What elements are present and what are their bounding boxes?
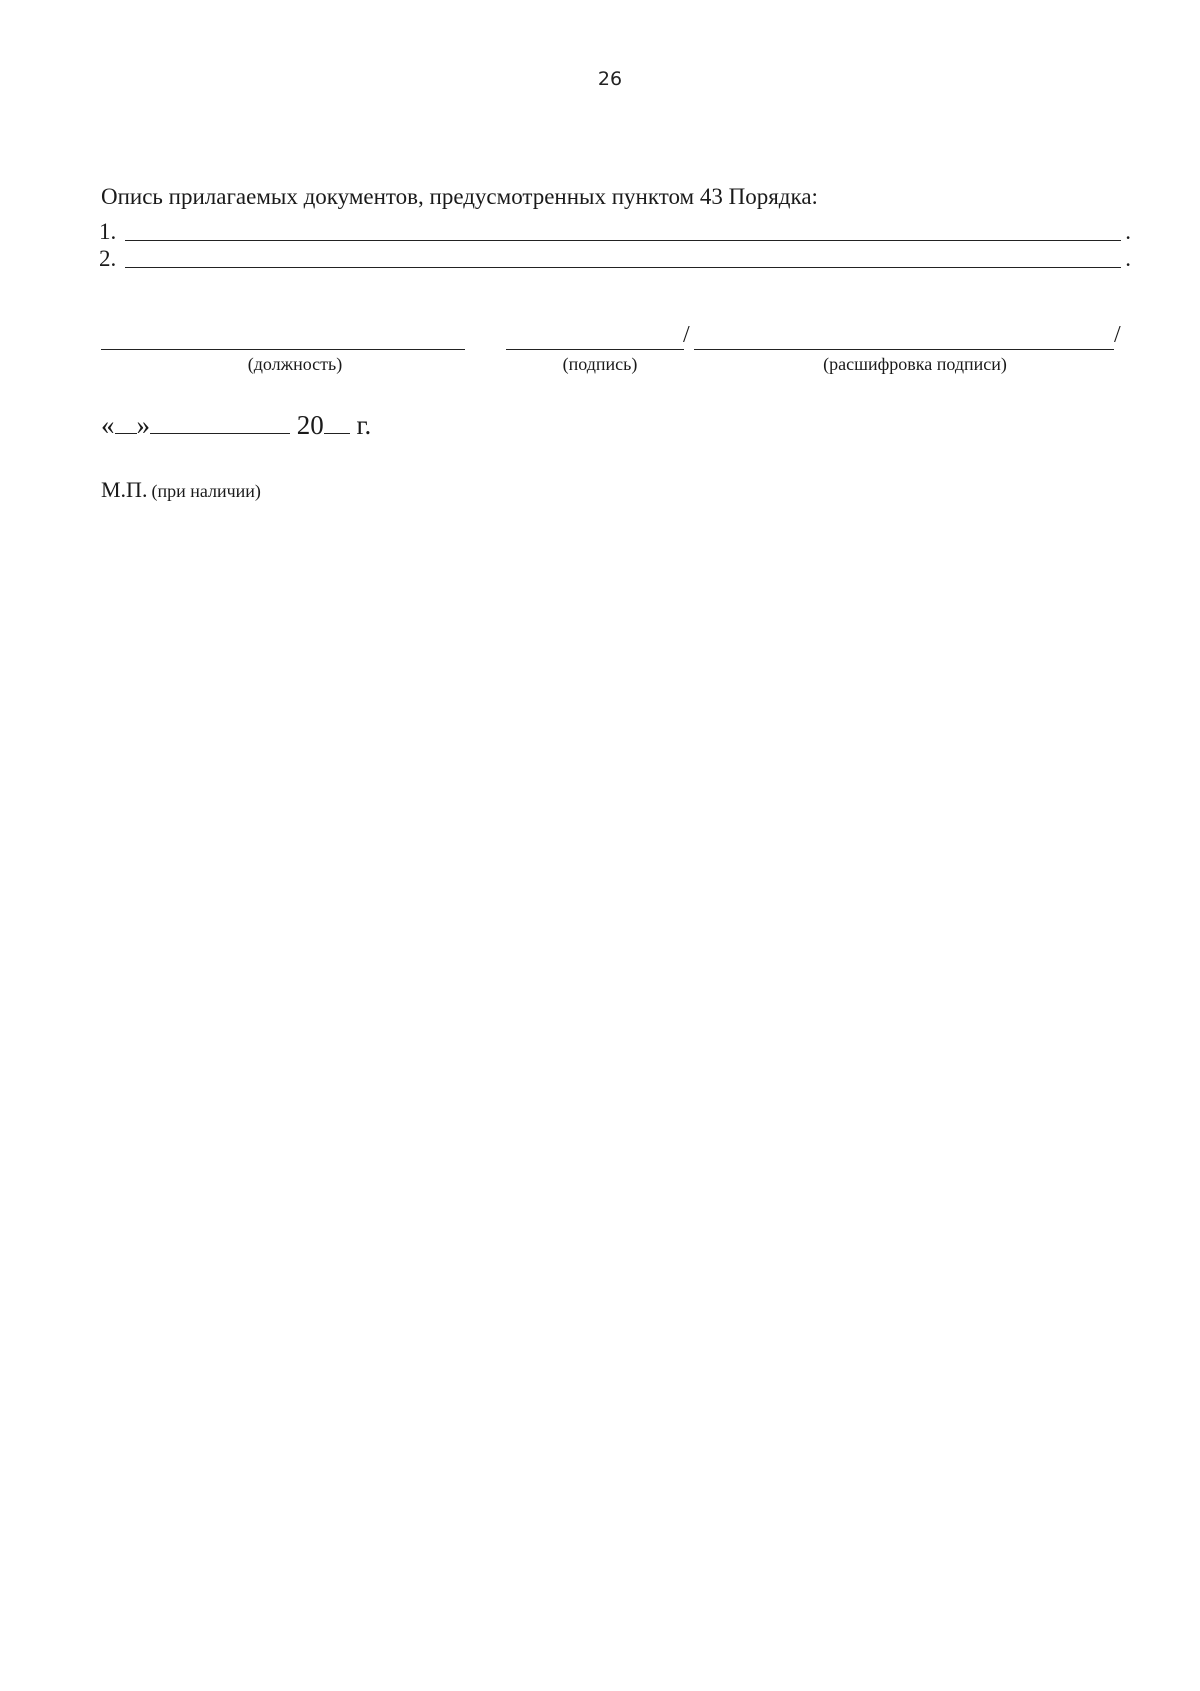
list-item-number: 2. bbox=[99, 246, 117, 271]
stamp-note: (при наличии) bbox=[151, 481, 261, 501]
stamp-label: М.П. bbox=[101, 477, 148, 502]
year-suffix: г. bbox=[356, 410, 372, 440]
signature-line bbox=[506, 349, 684, 350]
decoding-line bbox=[694, 349, 1114, 350]
day-blank bbox=[115, 415, 137, 434]
position-line bbox=[101, 349, 465, 350]
date-open-quote: « bbox=[101, 410, 115, 440]
list-item-1 bbox=[99, 219, 1131, 245]
date-close-quote: » bbox=[136, 410, 150, 440]
signature-caption: (подпись) bbox=[562, 354, 638, 374]
decoding-caption: (расшифровка подписи) bbox=[823, 354, 1007, 374]
documents-list-heading: Опись прилагаемых документов, предусмотренных пунктом 43 Порядка: bbox=[101, 184, 818, 209]
list-item-end: . bbox=[1125, 246, 1131, 271]
year-blank bbox=[324, 415, 350, 434]
signature-separator: / bbox=[683, 322, 690, 348]
page-number: 26 bbox=[597, 68, 623, 90]
list-item-end: . bbox=[1125, 219, 1131, 244]
position-caption: (должность) bbox=[247, 354, 343, 374]
stamp-placeholder bbox=[101, 477, 261, 503]
date-field bbox=[101, 410, 371, 441]
fill-in-line bbox=[125, 267, 1121, 268]
month-blank bbox=[150, 415, 290, 434]
decoding-separator: / bbox=[1114, 322, 1121, 348]
list-item-number: 1. bbox=[99, 219, 117, 244]
year-prefix: 20 bbox=[296, 410, 324, 440]
fill-in-line bbox=[125, 240, 1121, 241]
list-item-2 bbox=[99, 246, 1131, 272]
